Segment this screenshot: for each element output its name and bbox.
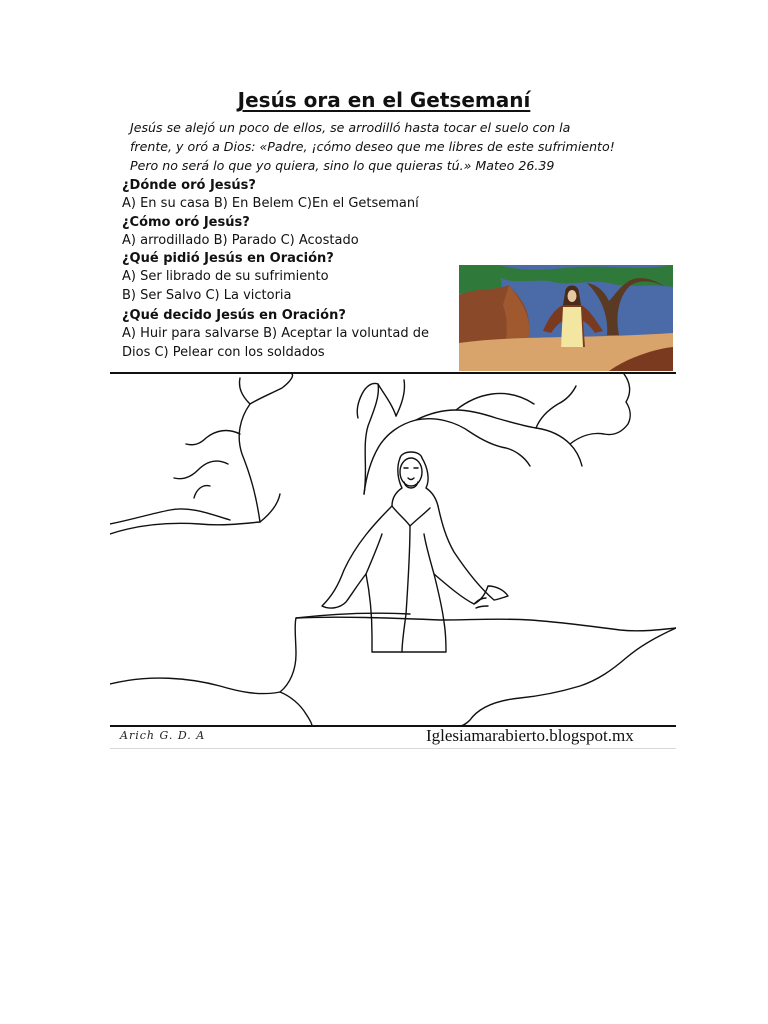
answer-options-1: A) En su casa B) En Belem C)En el Getsemaní bbox=[122, 196, 419, 212]
question-1: ¿Dónde oró Jesús? bbox=[122, 178, 256, 193]
quote-line: Jesús se alejó un poco de ellos, se arrodilló hasta tocar el suelo con la bbox=[130, 120, 571, 135]
answer-options-4b: Dios C) Pelear con los soldados bbox=[122, 344, 325, 360]
answer-options-3b: B) Ser Salvo C) La victoria bbox=[122, 287, 292, 303]
website-credit: Iglesiamarabierto.blogspot.mx bbox=[426, 726, 634, 745]
questions-list bbox=[122, 177, 462, 362]
color-reference-image bbox=[459, 265, 673, 371]
question-2: ¿Cómo oró Jesús? bbox=[122, 214, 250, 230]
quote-line: Pero no será lo que yo quiera, sino lo que quieras tú.» Mateo 26.39 bbox=[130, 158, 555, 173]
page-title: Jesús ora en el Getsemaní bbox=[237, 88, 531, 112]
quote-line: frente, y oró a Dios: «Padre, ¡cómo deseo que me libres de este sufrimiento! bbox=[130, 139, 615, 154]
question-4: ¿Qué decido Jesús en Oración? bbox=[122, 308, 346, 324]
praying-jesus-line-art bbox=[110, 374, 676, 726]
question-3: ¿Qué pidió Jesús en Oración? bbox=[122, 251, 334, 267]
answer-options-3a: A) Ser librado de su sufrimiento bbox=[122, 269, 329, 285]
answer-options-4a: A) Huir para salvarse B) Aceptar la voluntad de bbox=[122, 326, 429, 342]
artist-signature: Arich G. D. A bbox=[120, 729, 206, 742]
praying-jesus-color-illustration bbox=[459, 265, 673, 371]
answer-options-2: A) arrodillado B) Parado C) Acostado bbox=[122, 232, 359, 248]
coloring-illustration bbox=[110, 374, 676, 726]
scripture-quote bbox=[130, 118, 660, 175]
page-edge-line bbox=[110, 748, 676, 749]
